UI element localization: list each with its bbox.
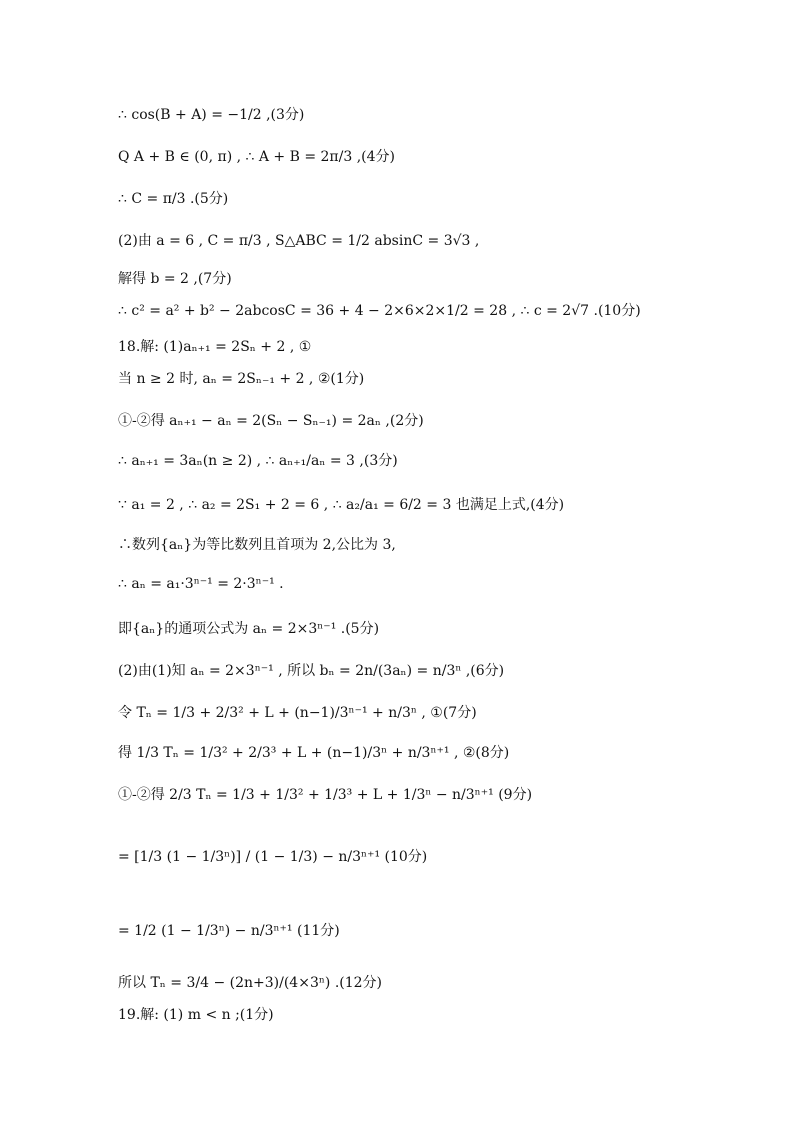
formula-text: ∴数列{aₙ}为等比数列且首项为 2,公比为 3, (118, 537, 396, 553)
formula-text: 即{aₙ}的通项公式为 aₙ = 2×3ⁿ⁻¹ .(5分) (118, 621, 380, 637)
line-7 (118, 336, 311, 356)
formula-text: 令 Tₙ = 1/3 + 2/3² + L + (n−1)/3ⁿ⁻¹ + n/3ⁿ , ①(7分) (118, 705, 477, 721)
line-2 (118, 146, 395, 166)
formula-text: ∵ a₁ = 2 , ∴ a₂ = 2S₁ + 2 = 6 , ∴ a₂/a₁ = 6/2 = 3 也满足上式,(4分) (118, 497, 565, 513)
formula-text: 所以 Tₙ = 3/4 − (2n+3)/(4×3ⁿ) .(12分) (118, 975, 383, 991)
line-14 (118, 618, 379, 638)
formula-text: ∴ C = π/3 .(5分) (118, 191, 229, 207)
formula-text: 当 n ≥ 2 时, aₙ = 2Sₙ₋₁ + 2 , ②(1分) (118, 371, 365, 387)
formula-text: (2)由 a = 6 , C = π/3 , S△ABC = 1/2 absinC = 3√3 , (118, 233, 480, 249)
line-17 (118, 742, 509, 762)
line-21 (118, 972, 382, 992)
formula-text: (2)由(1)知 aₙ = 2×3ⁿ⁻¹ , 所以 bₙ = 2n/(3aₙ) = n/3ⁿ ,(6分) (118, 663, 505, 679)
line-1 (118, 104, 304, 124)
formula-text: ①-②得 2/3 Tₙ = 1/3 + 1/3² + 1/3³ + L + 1/3ⁿ − n/3ⁿ⁺¹ (9分) (118, 787, 533, 803)
line-6 (118, 300, 641, 320)
formula-text: ∴ c² = a² + b² − 2abcosC = 36 + 4 − 2×6×2×1/2 = 28 , ∴ c = 2√7 .(10分) (118, 303, 641, 319)
formula-text: 得 1/3 Tₙ = 1/3² + 2/3³ + L + (n−1)/3ⁿ + n/3ⁿ⁺¹ , ②(8分) (118, 745, 510, 761)
line-19 (118, 846, 427, 866)
formula-text: 18.解: (1)aₙ₊₁ = 2Sₙ + 2 , ① (118, 339, 312, 355)
line-22 (118, 1004, 274, 1024)
line-18 (118, 784, 532, 804)
formula-text: ①-②得 aₙ₊₁ − aₙ = 2(Sₙ − Sₙ₋₁) = 2aₙ ,(2分) (118, 413, 424, 429)
formula-text: ∴ cos(B + A) = −1/2 ,(3分) (118, 107, 305, 123)
formula-text: ∴ aₙ = a₁·3ⁿ⁻¹ = 2·3ⁿ⁻¹ . (118, 576, 284, 592)
formula-text: 解得 b = 2 ,(7分) (118, 271, 232, 287)
line-4 (118, 230, 479, 250)
line-5 (118, 268, 232, 288)
formula-text: ∴ aₙ₊₁ = 3aₙ(n ≥ 2) , ∴ aₙ₊₁/aₙ = 3 ,(3分) (118, 453, 398, 469)
formula-text: Q A + B ∈ (0, π) , ∴ A + B = 2π/3 ,(4分) (118, 149, 395, 165)
line-16 (118, 702, 477, 722)
formula-text: = [1/3 (1 − 1/3ⁿ)] / (1 − 1/3) − n/3ⁿ⁺¹ (10分) (118, 849, 428, 865)
line-11 (118, 494, 564, 514)
line-3 (118, 188, 228, 208)
line-8 (118, 368, 364, 388)
line-15 (118, 660, 504, 680)
line-13 (118, 576, 284, 592)
line-10 (118, 450, 398, 470)
formula-text: = 1/2 (1 − 1/3ⁿ) − n/3ⁿ⁺¹ (11分) (118, 923, 340, 939)
line-9 (118, 410, 424, 430)
formula-text: 19.解: (1) m < n ;(1分) (118, 1007, 274, 1023)
line-20 (118, 920, 340, 940)
line-12 (118, 534, 396, 554)
